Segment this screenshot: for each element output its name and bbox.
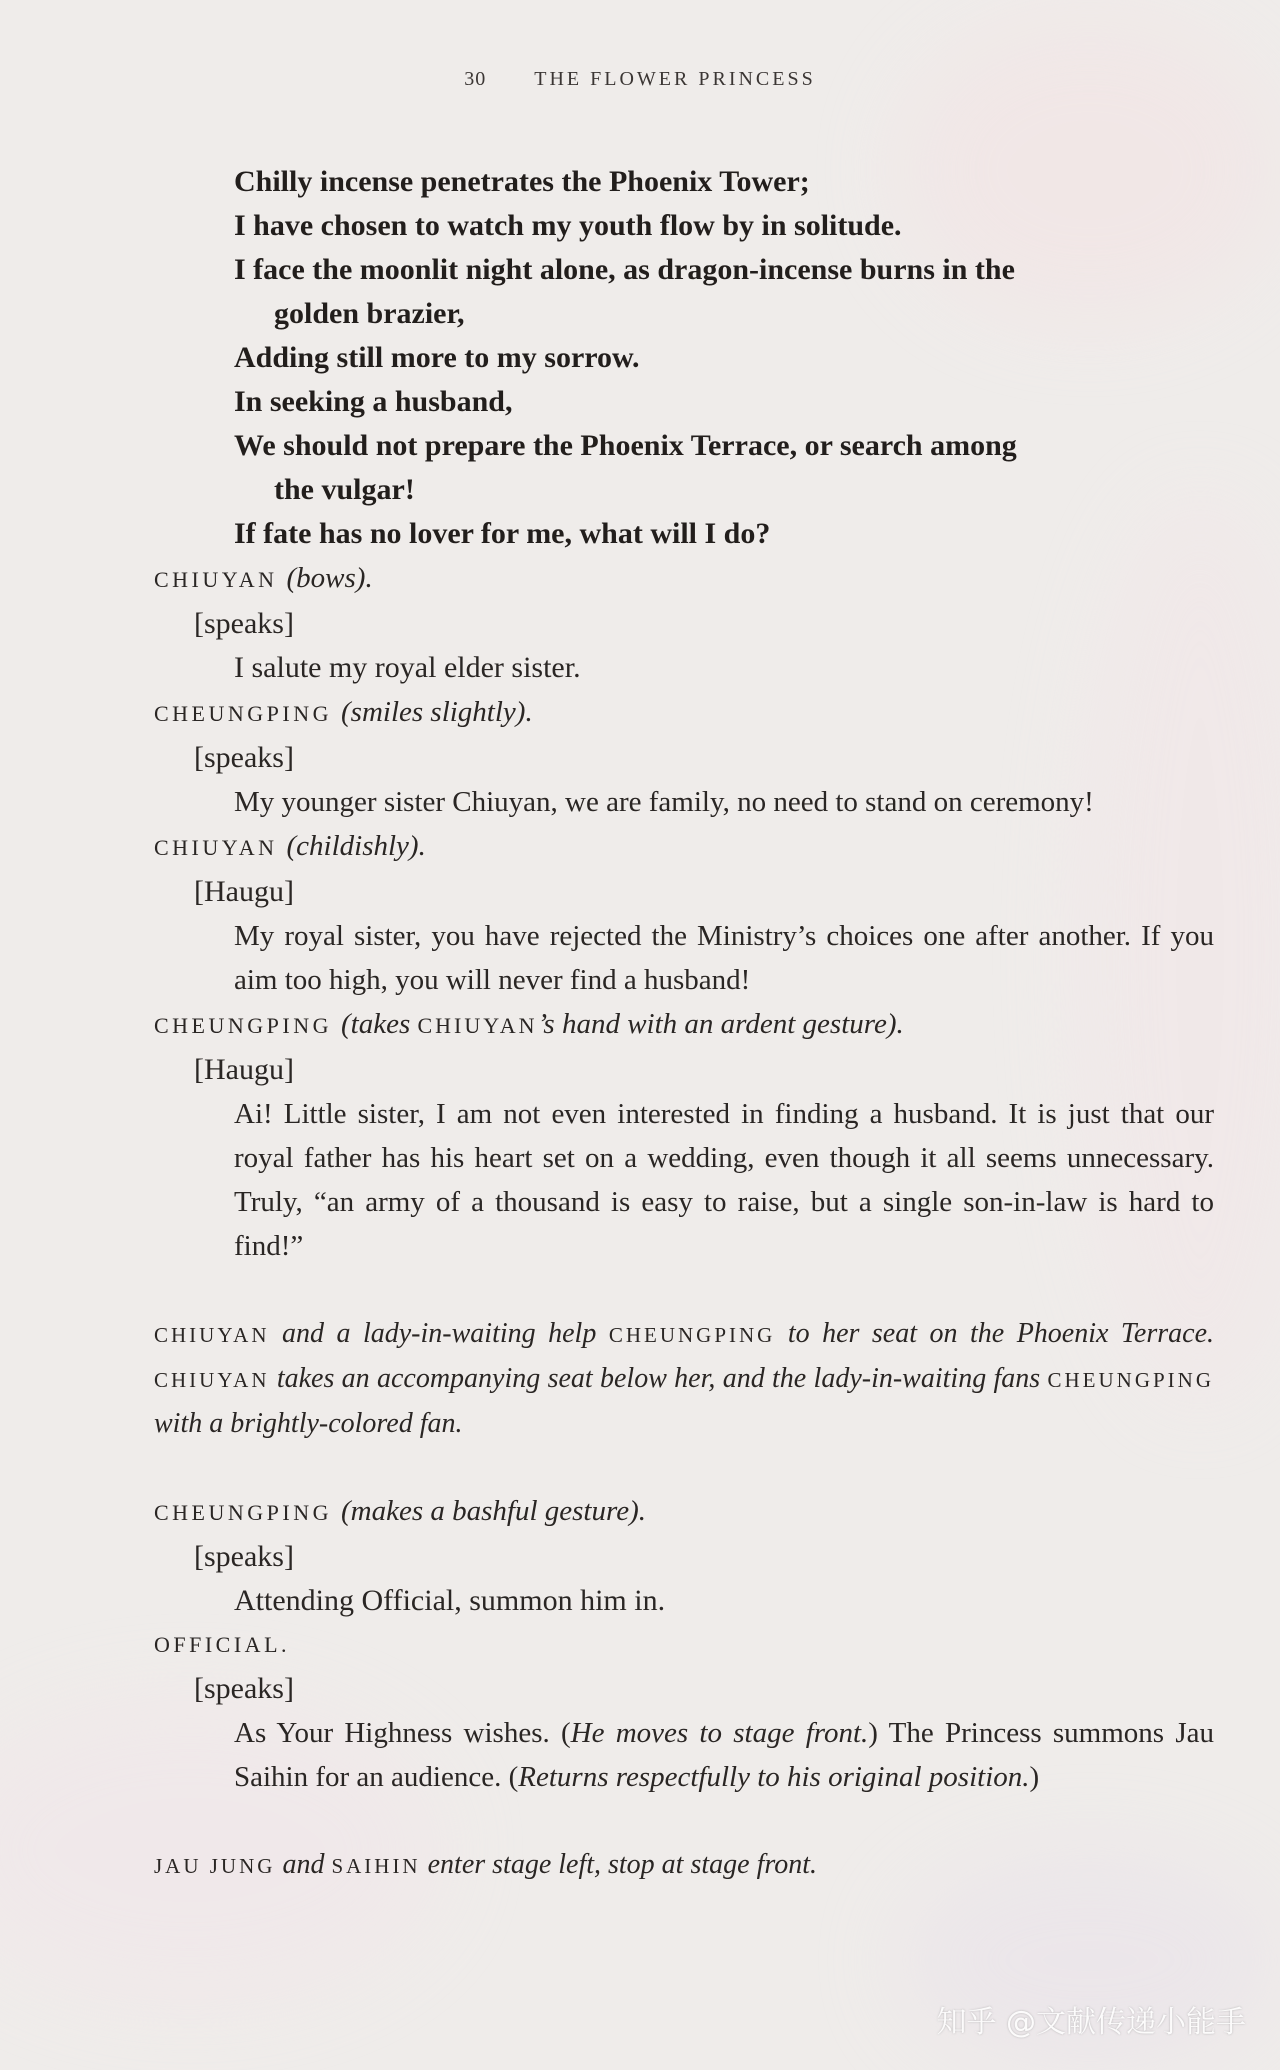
- character-name: CHEUNGPING: [608, 1323, 776, 1347]
- stage-direction-block: [154, 1312, 1214, 1445]
- verse-line: I face the moonlit night alone, as dragon-incense burns in the: [234, 253, 1015, 286]
- delivery-cue: [speaks]: [194, 1540, 294, 1573]
- inline-direction: He moves to stage front.: [570, 1717, 869, 1749]
- stage-direction: (childishly).: [286, 830, 426, 862]
- direction-text: with a brightly-colored fan.: [154, 1408, 463, 1439]
- spoken-line: My younger sister Chiuyan, we are family, no need to stand on ceremony!: [234, 786, 1094, 818]
- speech-text: ): [1029, 1761, 1040, 1793]
- watermark-text: 知乎 @文献传递小能手: [936, 2005, 1246, 2040]
- direction-text: takes an accompanying seat below her, and the lady-in-waiting fans: [269, 1363, 1048, 1394]
- direction-text: and: [275, 1849, 332, 1880]
- verse-line-continuation: the vulgar!: [274, 473, 415, 506]
- spoken-paragraph: [154, 1711, 1214, 1799]
- direction-name: CHIUYAN: [417, 1013, 538, 1038]
- stage-direction: (makes a bashful gesture).: [341, 1495, 646, 1527]
- speaker-name: CHEUNGPING: [154, 701, 332, 726]
- verse-line: Chilly incense penetrates the Phoenix Tower;: [234, 165, 810, 198]
- speaker-heading: [154, 556, 1214, 602]
- speaker-name: CHEUNGPING: [154, 1013, 332, 1038]
- delivery-cue: [speaks]: [194, 741, 294, 774]
- stage-direction: (bows).: [286, 562, 373, 594]
- running-header: [0, 68, 1280, 91]
- speech-text: As Your Highness wishes. (: [234, 1717, 571, 1749]
- speaker-heading: [154, 824, 1214, 870]
- direction-text: enter stage left, stop at stage front.: [420, 1849, 817, 1880]
- character-name: JAU JUNG: [154, 1854, 276, 1878]
- direction-text: and a lady-in-waiting help: [269, 1318, 609, 1349]
- character-name: CHIUYAN: [154, 1323, 270, 1347]
- delivery-cue: [speaks]: [194, 1672, 294, 1705]
- verse-line: In seeking a husband,: [234, 385, 513, 418]
- speaker-heading: [154, 1623, 1214, 1667]
- stage-direction: [341, 1008, 904, 1040]
- speaker-heading: [154, 690, 1214, 736]
- speaker-name: CHIUYAN: [154, 835, 278, 860]
- character-name: CHEUNGPING: [1047, 1368, 1214, 1392]
- character-name: CHIUYAN: [154, 1368, 270, 1392]
- stage-direction-block: [154, 1843, 1214, 1888]
- verse-line-continuation: golden brazier,: [274, 297, 465, 330]
- direction-text: ’s hand with an ardent gesture).: [537, 1008, 904, 1040]
- page-body: [154, 160, 1214, 1888]
- spoken-line: I salute my royal elder sister.: [234, 651, 581, 684]
- direction-text: to her seat on the Phoenix Terrace.: [775, 1318, 1215, 1349]
- stage-direction: (smiles slightly).: [341, 696, 533, 728]
- delivery-cue: [speaks]: [194, 607, 294, 640]
- verse-line: If fate has no lover for me, what will I do?: [234, 517, 771, 550]
- spoken-line: Attending Official, summon him in.: [234, 1584, 666, 1617]
- speaker-name: CHIUYAN: [154, 567, 278, 592]
- speaker-name: CHEUNGPING: [154, 1500, 332, 1525]
- speech-text: ) The Princess summons Jau Saihin for an audience. (: [234, 1717, 1214, 1793]
- speaker-heading: [154, 1002, 1214, 1048]
- verse-line: We should not prepare the Phoenix Terrace, or search among: [234, 429, 1017, 462]
- page-number: 30: [464, 68, 487, 90]
- delivery-cue: [Haugu]: [194, 1053, 294, 1086]
- spoken-paragraph: Ai! Little sister, I am not even interested in finding a husband. It is just that our royal father has his heart set on a wedding, even though it all seems unnecessary. Truly, “an army of a thousand is easy to raise, but a single son-in-law is hard to find!”: [234, 1098, 1214, 1262]
- inline-direction: Returns respectfully to his original position.: [518, 1761, 1030, 1793]
- verse-line: I have chosen to watch my youth flow by in solitude.: [234, 209, 902, 242]
- character-name: SAIHIN: [331, 1854, 421, 1878]
- direction-text: (takes: [341, 1008, 411, 1040]
- book-title: THE FLOWER PRINCESS: [534, 68, 816, 90]
- speaker-heading: [154, 1489, 1214, 1535]
- delivery-cue: [Haugu]: [194, 875, 294, 908]
- spoken-paragraph: My royal sister, you have rejected the Ministry’s choices one after another. If you aim too high, you will never find a husband!: [234, 920, 1214, 996]
- verse-line: Adding still more to my sorrow.: [234, 341, 640, 374]
- speaker-name: OFFICIAL.: [154, 1632, 291, 1657]
